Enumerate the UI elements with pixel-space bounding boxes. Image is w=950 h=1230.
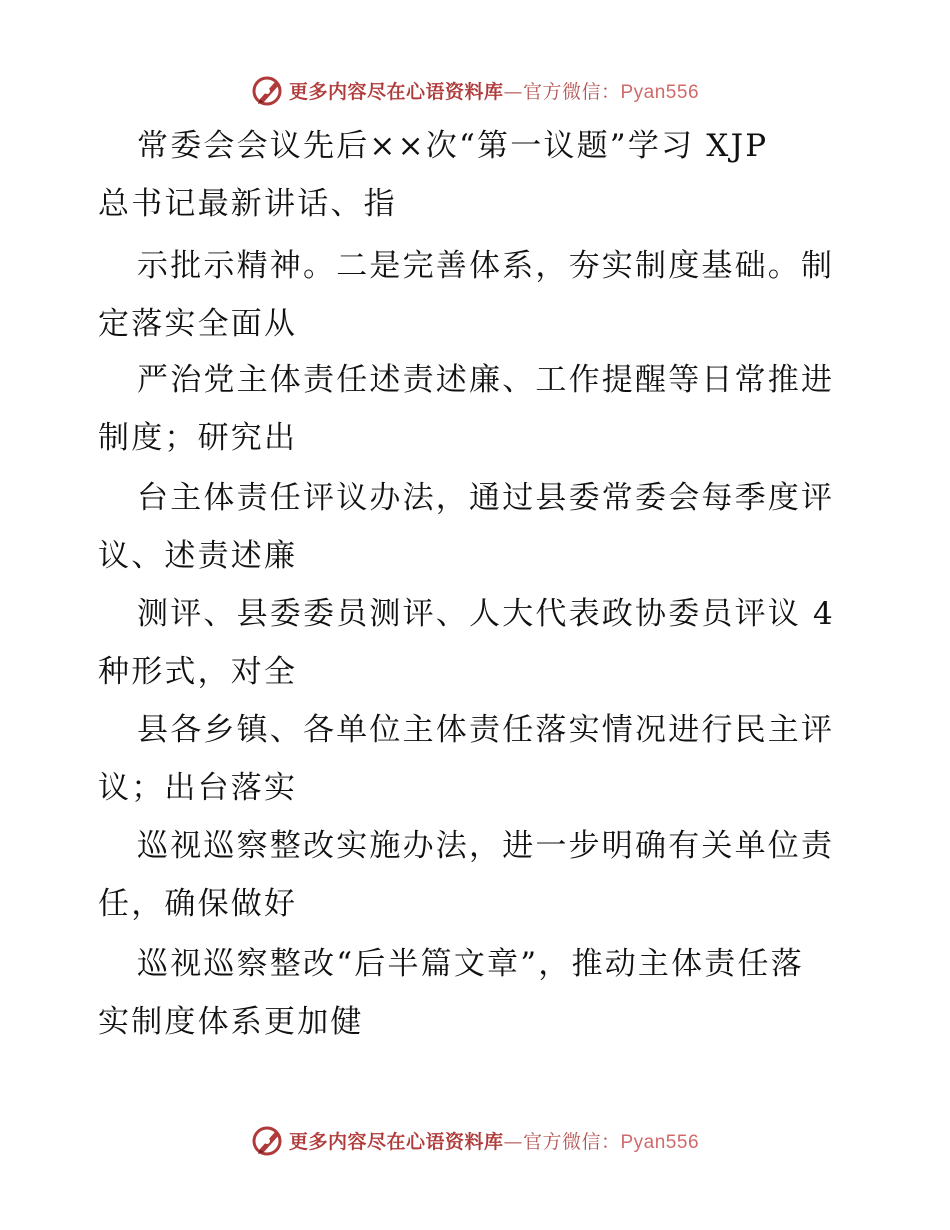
text-line: 定落实全面从 — [98, 306, 298, 342]
text-line: 巡视巡察整改“后半篇文章”，推动主体责任落 — [137, 946, 804, 982]
watermark-separator: — — [503, 80, 523, 103]
watermark-separator: — — [503, 1130, 523, 1153]
watermark-header — [0, 70, 950, 110]
watermark-label: 更多内容尽在心语资料库 — [288, 1130, 504, 1153]
text-line: 实制度体系更加健 — [98, 1004, 364, 1040]
text-line: 制度；研究出 — [98, 420, 298, 456]
pen-logo-icon — [251, 73, 285, 107]
text-line: 议、述责述廉 — [98, 538, 298, 574]
text-line: 台主体责任评议办法，通过县委常委会每季度评 — [137, 480, 835, 516]
watermark-footer — [0, 1120, 950, 1160]
watermark-account: Pyan556 — [620, 81, 700, 103]
text-line: 总书记最新讲话、指 — [98, 186, 397, 222]
text-line: 测评、县委委员测评、人大代表政协委员评议 4 — [137, 596, 835, 632]
text-line: 严治党主体责任述责述廉、工作提醒等日常推进 — [137, 362, 835, 398]
watermark-text — [289, 1127, 699, 1154]
watermark-label: 更多内容尽在心语资料库 — [288, 80, 504, 103]
text-line: 议；出台落实 — [98, 770, 298, 806]
watermark-wechat: 官方微信： — [522, 80, 621, 103]
text-line: 任，确保做好 — [98, 886, 298, 922]
watermark-text — [289, 77, 699, 104]
watermark-wechat: 官方微信： — [522, 1130, 621, 1153]
pen-logo-icon — [251, 1123, 285, 1157]
text-line: 种形式，对全 — [98, 654, 298, 690]
text-line: 县各乡镇、各单位主体责任落实情况进行民主评 — [137, 712, 835, 748]
watermark-account: Pyan556 — [620, 1131, 700, 1153]
text-line: 常委会会议先后××次“第一议题”学习 XJP — [137, 128, 769, 164]
text-line: 巡视巡察整改实施办法，进一步明确有关单位责 — [137, 828, 835, 864]
text-line: 示批示精神。二是完善体系，夯实制度基础。制 — [137, 248, 835, 284]
